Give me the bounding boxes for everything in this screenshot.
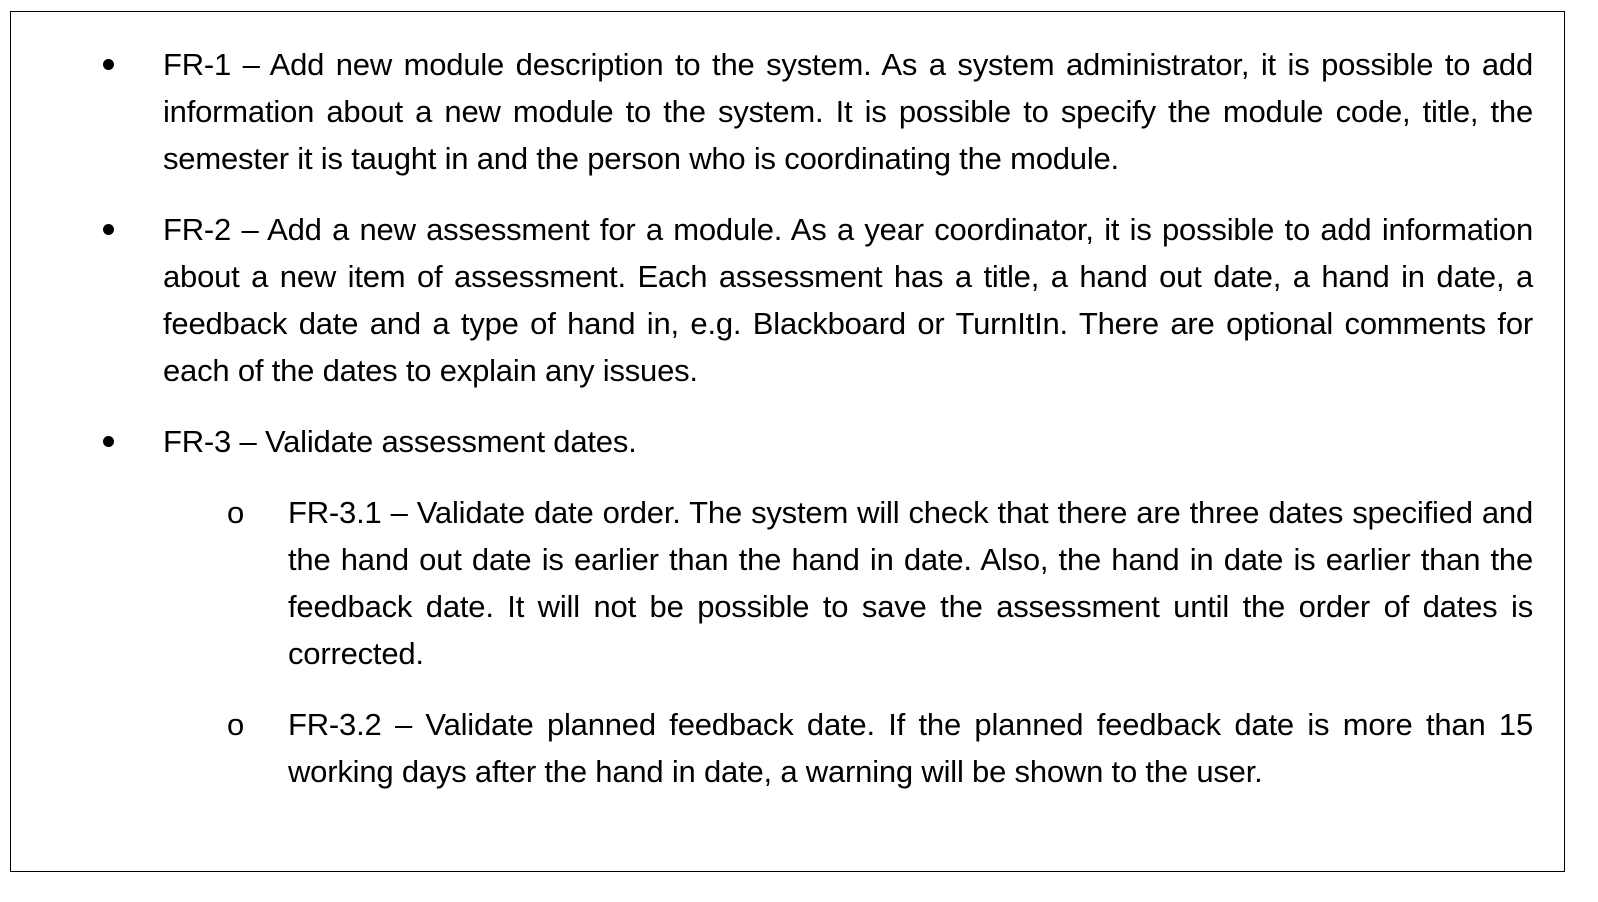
bullet-icon bbox=[103, 436, 114, 447]
requirement-text: FR-3.1 – Validate date order. The system will check that there are three dates specified and the hand out date is earlier than the hand in date. Also, the hand in date is earlier than the feedback date. It will not be possible to save the assessment until the order of dates is corrected. bbox=[288, 495, 1533, 671]
bullet-icon bbox=[103, 59, 114, 70]
sub-bullet-marker: o bbox=[227, 495, 245, 530]
requirements-box bbox=[10, 11, 1565, 872]
requirements-list bbox=[11, 41, 1564, 795]
requirement-fr-3-2 bbox=[227, 701, 1533, 795]
requirement-fr-1 bbox=[163, 41, 1533, 182]
requirement-text: FR-1 – Add new module description to the system. As a system administrator, it is possible to add information about a new module to the system. It is possible to specify the module code, title, the semester it is taught in and the person who is coordinating the module. bbox=[163, 47, 1533, 176]
requirement-text: FR-2 – Add a new assessment for a module. As a year coordinator, it is possible to add information about a new item of assessment. Each assessment has a title, a hand out date, a hand in date, a feedback date and a type of hand in, e.g. Blackboard or TurnItIn. There are optional comments for each of the dates to explain any issues. bbox=[163, 212, 1533, 388]
requirement-fr-3 bbox=[163, 418, 1533, 465]
requirement-fr-2 bbox=[163, 206, 1533, 394]
sub-bullet-marker: o bbox=[227, 707, 245, 742]
requirement-text: FR-3.2 – Validate planned feedback date. If the planned feedback date is more than 15 working days after the hand in date, a warning will be shown to the user. bbox=[288, 707, 1533, 789]
requirement-fr-3-1 bbox=[227, 489, 1533, 677]
bullet-icon bbox=[103, 224, 114, 235]
requirement-text: FR-3 – Validate assessment dates. bbox=[163, 424, 637, 459]
